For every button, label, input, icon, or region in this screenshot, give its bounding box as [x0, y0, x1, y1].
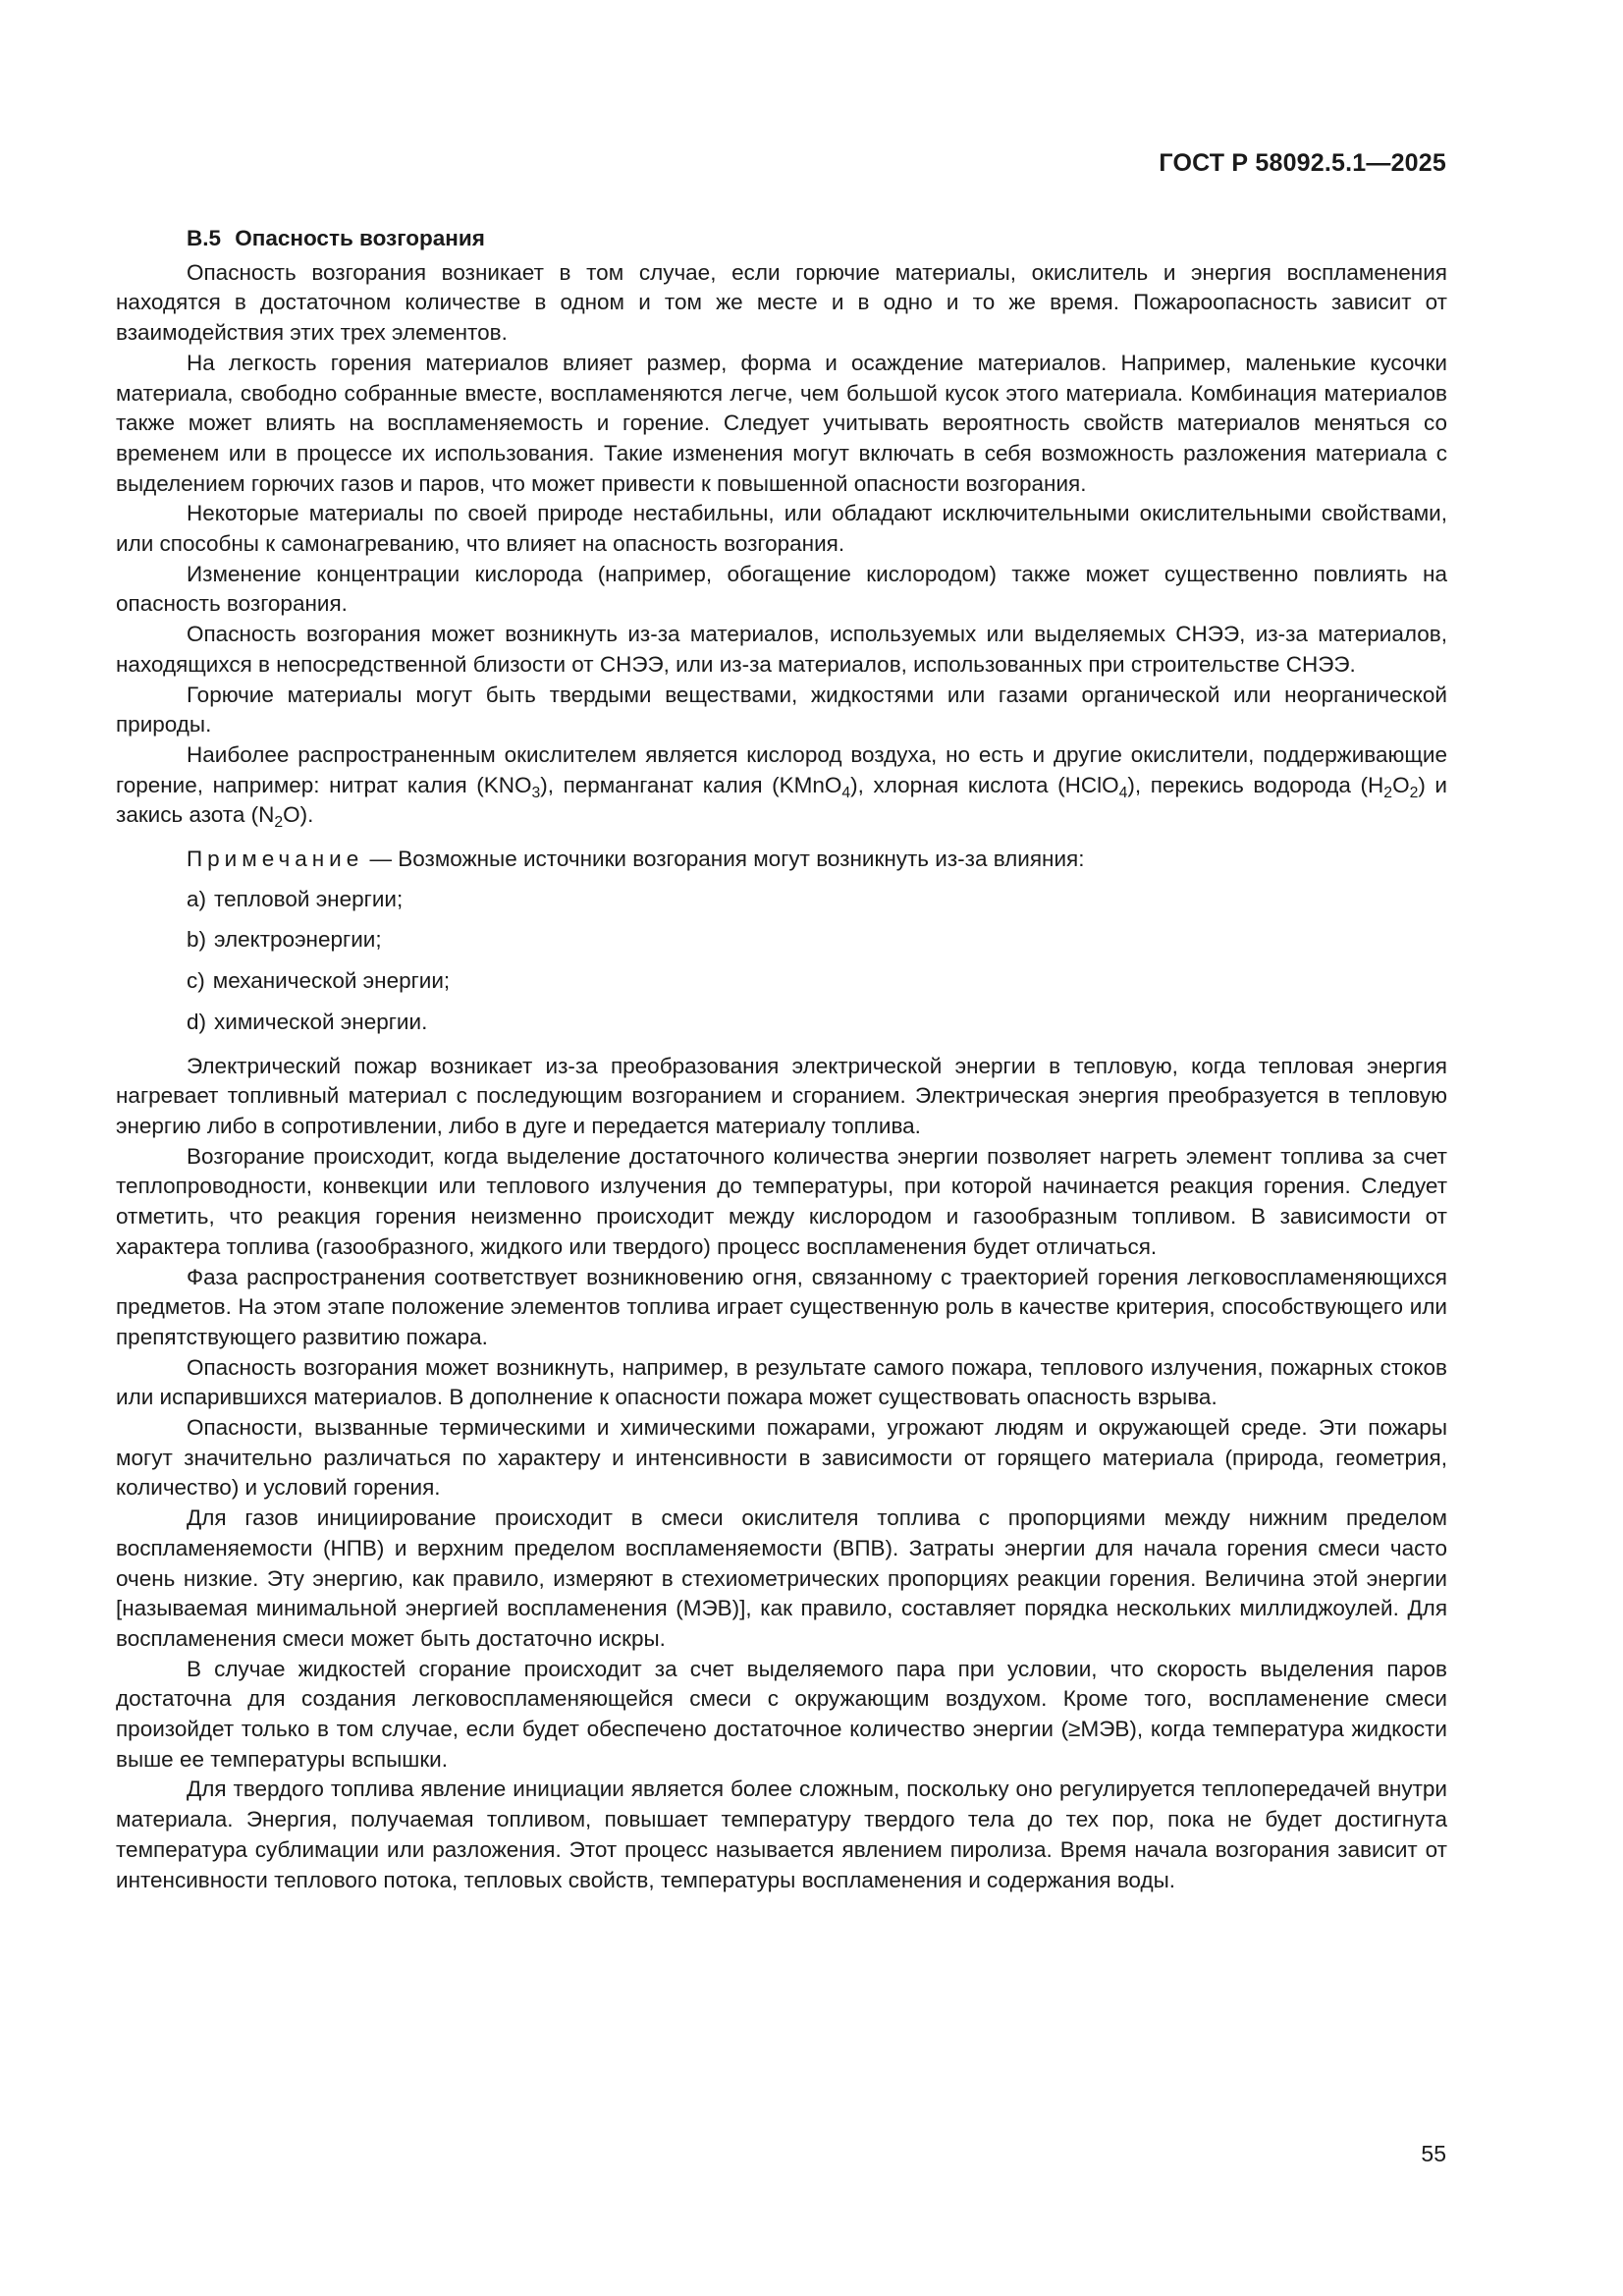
text-fragment: ), перманганат калия (KMnO [540, 772, 842, 797]
text-fragment: ) и закись азота (N [116, 772, 1448, 828]
list-item-text: механической энергии; [212, 968, 451, 994]
subscript: 2 [1409, 784, 1419, 801]
paragraph: Фаза распространения соответствует возникновению огня, связанному с траекторией горения легковоспламеняющихся предметов. На этом этапе положение элементов топлива играет существенную роль в качестве критерия, способствующего или препятствующего развитию пожара. [116, 1264, 1447, 1349]
note-intro [116, 845, 1447, 875]
paragraph: На легкость горения материалов влияет размер, форма и осаждение материалов. Например, маленькие кусочки материала, свободно собранные вместе, воспламеняются легче, чем большой кусок этого материала. Комбинация материалов также может влиять на воспламеняемость и горение. Следует учитывать вероятность свойств материалов меняться со временем или в процессе их использования. Такие изменения могут включать в себя возможность разложения материала с выделением горючих газов и паров, что может привести к повышенной опасности возгорания. [116, 350, 1447, 496]
document-body [116, 224, 1447, 1895]
section-heading [116, 224, 1447, 254]
paragraph: Горючие материалы могут быть твердыми веществами, жидкостями или газами органической или неорганической природы. [116, 682, 1447, 738]
text-fragment: ), перекись водорода (H [1127, 772, 1384, 797]
note-list-item [116, 925, 1447, 956]
list-item-text: тепловой энергии; [214, 886, 404, 911]
list-item-text: химической энергии. [214, 1009, 428, 1034]
list-item-text: электроэнергии; [214, 927, 382, 953]
paragraph: Электрический пожар возникает из-за преобразования электрической энергии в тепловую, когда тепловая энергия нагревает топливный материал с последующим возгоранием и сгоранием. Электрическая энергия преобразуется в тепловую энергию либо в сопротивлении, либо в дуге и передается материалу топлива. [116, 1053, 1447, 1138]
paragraph: Опасность возгорания может возникнуть из-за материалов, используемых или выделяемых СНЭЭ, из-за материалов, находящихся в непосредственной близости от СНЭЭ, или из-за материалов, использованных при строительстве СНЭЭ. [116, 622, 1447, 677]
section-title: Опасность возгорания [235, 226, 485, 250]
list-marker: b) [187, 927, 207, 953]
page-number: 55 [1421, 2141, 1446, 2166]
text-fragment: ), хлорная кислота (HClO [850, 772, 1119, 797]
subscript: 4 [1118, 784, 1128, 801]
text-fragment: O [1392, 772, 1410, 797]
document-code-header: ГОСТ Р 58092.5.1—2025 [1159, 149, 1446, 177]
paragraph: Опасности, вызванные термическими и химическими пожарами, угрожают людям и окружающей среде. Эти пожары могут значительно различаться по характеру и интенсивности в зависимости от горящего материала (природа, геометрия, количество) и условий горения. [116, 1415, 1447, 1501]
paragraph: Опасность возгорания может возникнуть, например, в результате самого пожара, теплового излучения, пожарных стоков или испарившихся материалов. В дополнение к опасности пожара может существовать опасность взрыва. [116, 1354, 1447, 1410]
subscript: 4 [841, 784, 851, 801]
note-list-item [116, 1008, 1447, 1038]
list-marker: d) [187, 1009, 207, 1034]
oxidizer-paragraph [116, 740, 1447, 831]
note-block [116, 845, 1447, 1038]
paragraph: Возгорание происходит, когда выделение достаточного количества энергии позволяет нагреть элемент топлива за счет теплопроводности, конвекции или теплового излучения до температуры, при которой начинается реакция горения. Следует отметить, что реакция горения неизменно происходит между кислородом и газообразным топливом. В зависимости от характера топлива (газообразного, жидкого или твердого) процесс воспламенения будет отличаться. [116, 1143, 1447, 1259]
subscript: 2 [274, 814, 284, 832]
paragraph: Для твердого топлива явление инициации является более сложным, поскольку оно регулируется теплопередачей внутри материала. Энергия, получаемая топливом, повышает температуру твердого тела до тех пор, пока не будет достигнута температура сублимации или разложения. Этот процесс называется явлением пиролиза. Время начала возгорания зависит от интенсивности теплового потока, тепловых свойств, температуры воспламенения и содержания воды. [116, 1777, 1447, 1892]
note-list-item [116, 885, 1447, 915]
text-fragment: O). [283, 802, 314, 828]
paragraph: Изменение концентрации кислорода (например, обогащение кислородом) также может существенно повлиять на опасность возгорания. [116, 561, 1447, 617]
paragraph: Опасность возгорания возникает в том случае, если горючие материалы, окислитель и энергия воспламенения находятся в достаточном количестве в одном и том же месте и в одно и то же время. Пожароопасность зависит от взаимодействия этих трех элементов. [116, 259, 1447, 346]
section-number: B.5 [187, 226, 222, 250]
paragraph: Для газов инициирование происходит в смеси окислителя топлива с пропорциями между нижним пределом воспламеняемости (НПВ) и верхним пределом воспламеняемости (ВПВ). Затраты энергии для начала горения смеси часто очень низкие. Эту энергию, как правило, измеряют в стехиометрических пропорциях реакции горения. Величина этой энергии [называемая минимальной энергией воспламенения (МЭВ)], как правило, составляет порядка нескольких миллиджоулей. Для воспламенения смеси может быть достаточно искры. [116, 1505, 1447, 1651]
note-label: Примечание [187, 847, 364, 872]
note-list-item [116, 966, 1447, 997]
note-text: — Возможные источники возгорания могут возникнуть из-за влияния: [369, 847, 1085, 872]
list-marker: a) [187, 886, 207, 911]
list-marker: c) [187, 968, 205, 994]
subscript: 2 [1383, 784, 1393, 801]
subscript: 3 [531, 784, 541, 801]
paragraph: В случае жидкостей сгорание происходит за счет выделяемого пара при условии, что скорость выделения паров достаточна для создания легковоспламеняющейся смеси с окружающим воздухом. Кроме того, воспламенение смеси произойдет только в том случае, если будет обеспечено достаточное количество энергии (≥МЭВ), когда температура жидкости выше ее температуры вспышки. [116, 1656, 1447, 1772]
paragraph: Некоторые материалы по своей природе нестабильны, или обладают исключительными окислительными свойствами, или способны к самонагреванию, что влияет на опасность возгорания. [116, 501, 1447, 557]
text-fragment: Наиболее распространенным окислителем является кислород воздуха, но есть и другие окислители, поддерживающие горение, например: нитрат калия (KNO [116, 741, 1447, 797]
